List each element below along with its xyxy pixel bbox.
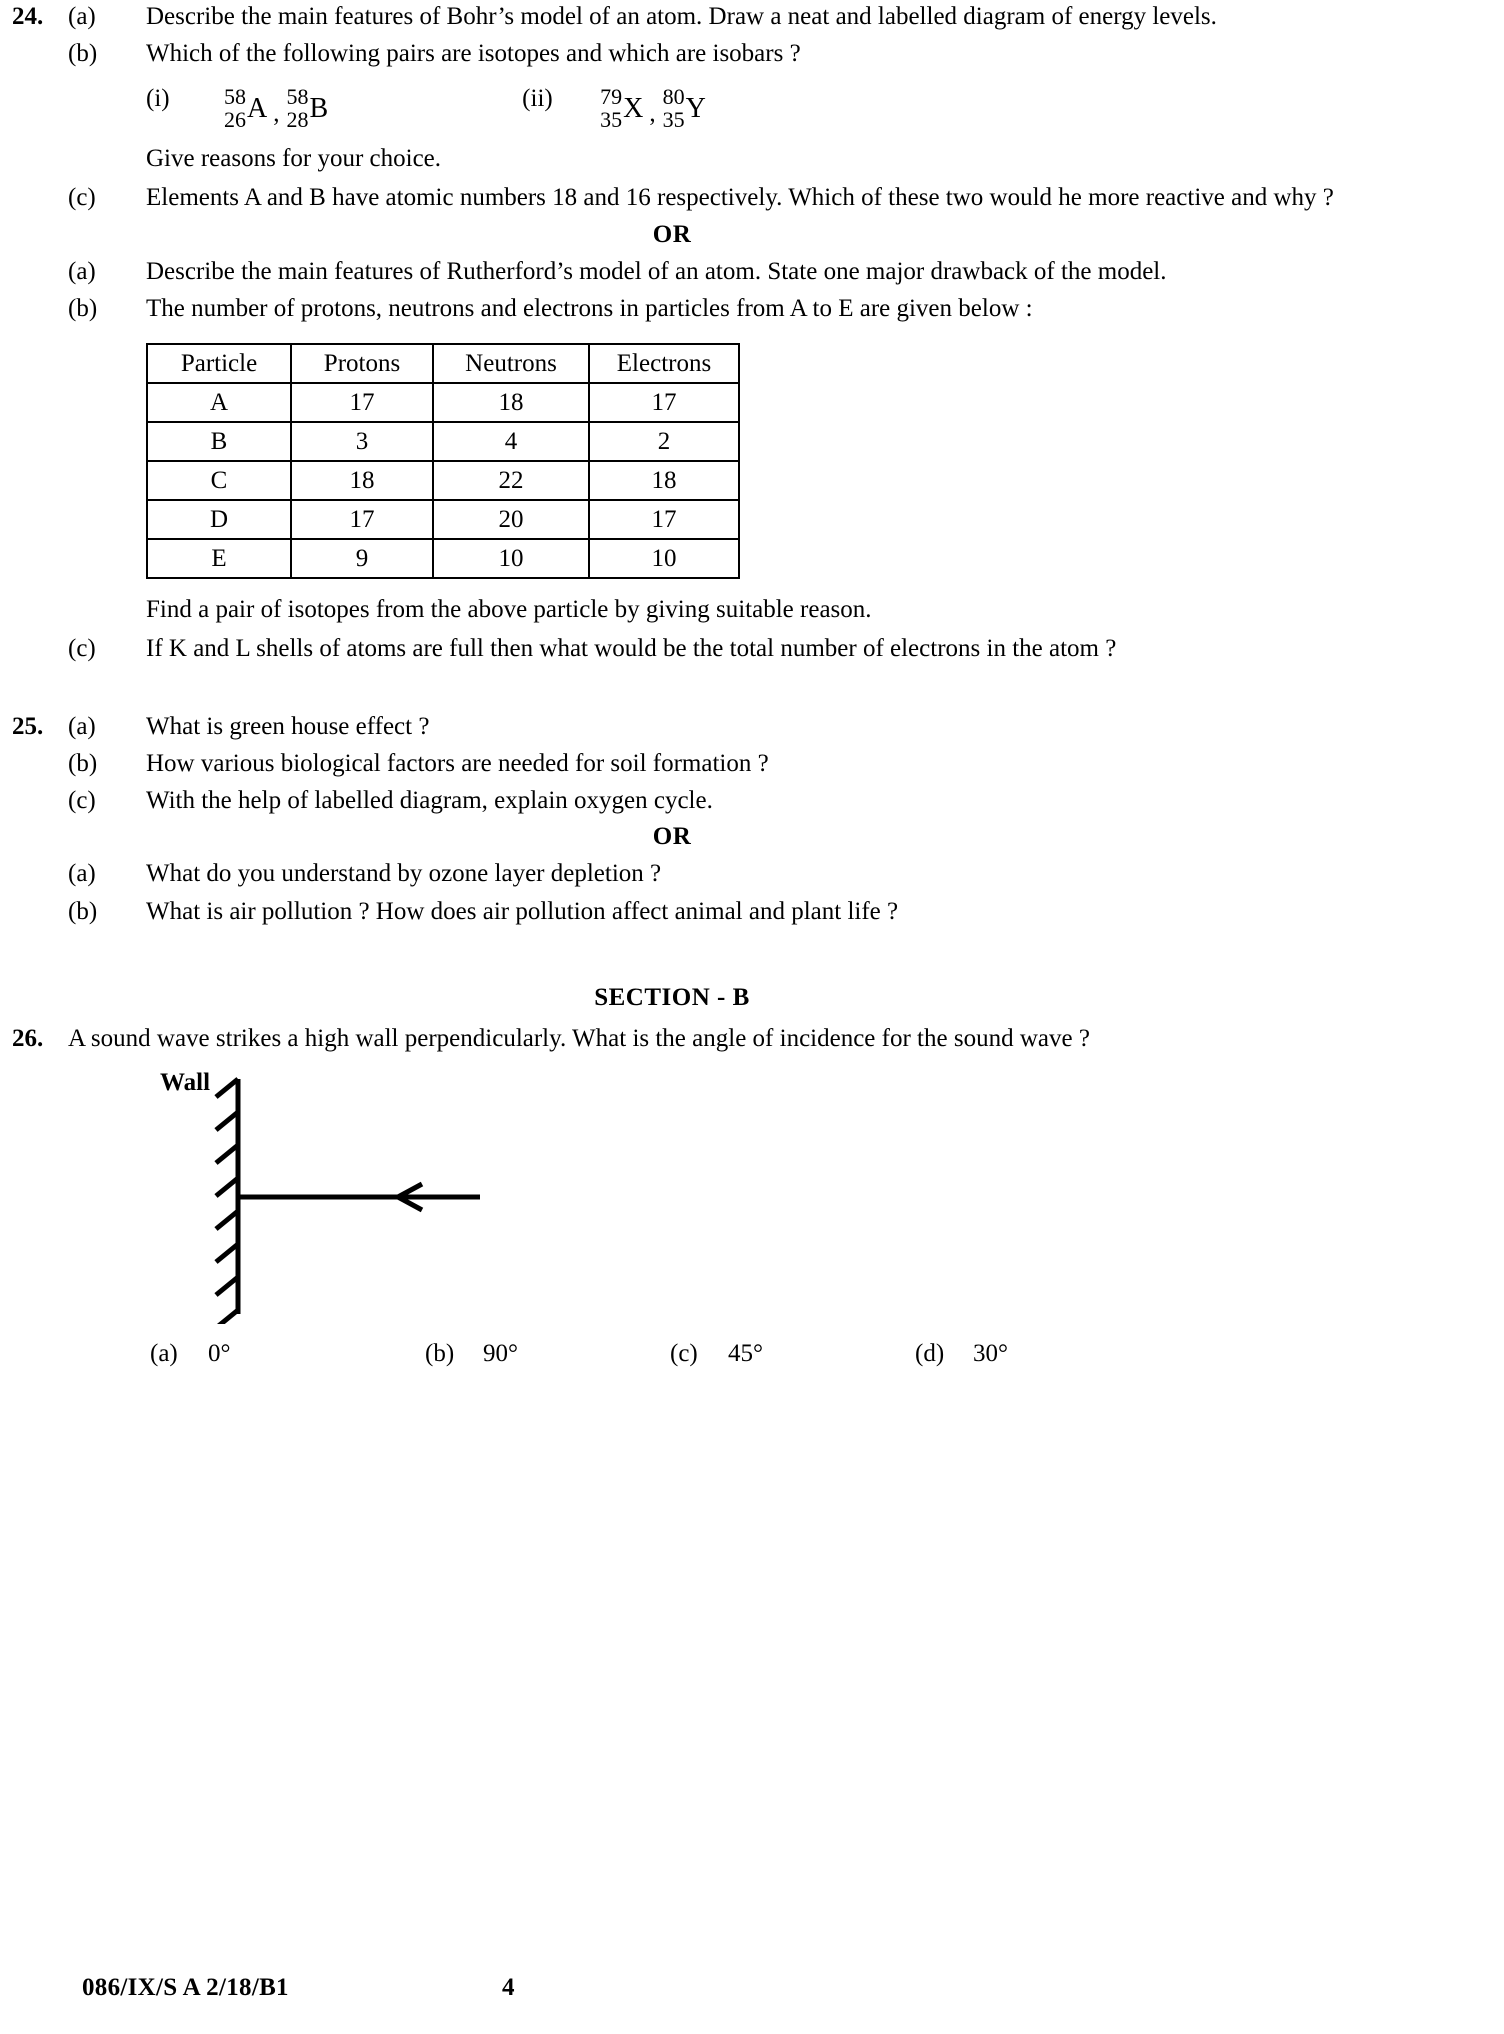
part-label-a: (a) xyxy=(68,3,96,30)
option-b-label: (b) xyxy=(425,1340,455,1367)
section-b-heading: SECTION - B xyxy=(594,983,750,1011)
option-b[interactable] xyxy=(425,1340,670,1368)
nuclide-i-1-atomic-number: 26 xyxy=(224,107,246,133)
nuclide-item-ii-label: (ii) xyxy=(522,84,553,112)
option-b-value: 90° xyxy=(483,1340,518,1367)
cell-protons: 17 xyxy=(291,383,433,422)
question-25-part-c xyxy=(0,784,1504,817)
nuclide-i-2 xyxy=(286,85,328,133)
nuclide-ii-1-symbol: X xyxy=(623,93,644,125)
cell-particle: B xyxy=(147,422,291,461)
cell-particle: C xyxy=(147,461,291,500)
question-25-part-b xyxy=(0,747,1504,780)
q25-part-b-text: How various biological factors are needed for soil formation ? xyxy=(146,749,769,777)
table-row xyxy=(147,461,739,500)
nuclide-ii-separator: , xyxy=(649,100,656,128)
nuclide-i-2-mass-number: 58 xyxy=(286,83,309,109)
cell-neutrons: 10 xyxy=(433,539,589,578)
question-25-alt-part-a xyxy=(0,857,1504,890)
nuclide-ii-2-symbol: Y xyxy=(685,93,706,125)
option-d[interactable] xyxy=(915,1340,1043,1368)
q25-alt-part-a-text: What do you understand by ozone layer depletion ? xyxy=(146,860,662,888)
cell-particle: A xyxy=(147,383,291,422)
table-header-row xyxy=(147,344,739,383)
question-25-part-a xyxy=(0,710,1504,743)
cell-protons: 17 xyxy=(291,500,433,539)
cell-electrons: 10 xyxy=(589,539,739,578)
question-24-number: 24. xyxy=(12,3,44,30)
find-isotope-pair-text: Find a pair of isotopes from the above particle by giving suitable reason. xyxy=(146,596,872,623)
paper-code: 086/IX/S A 2/18/B1 xyxy=(82,1974,289,2001)
alt-part-a-text: Describe the main features of Rutherford’s model of an atom. State one major drawback of the model. xyxy=(146,257,1167,285)
cell-neutrons: 4 xyxy=(433,422,589,461)
nuclide-ii-1 xyxy=(600,85,643,133)
nuclide-ii-2-mass-number: 80 xyxy=(662,83,685,109)
part-label-c: (c) xyxy=(68,184,96,212)
q25-part-label-a: (a) xyxy=(68,712,96,740)
q25-part-label-b: (b) xyxy=(68,749,98,777)
table-row xyxy=(147,383,739,422)
q25-part-a-text: What is green house effect ? xyxy=(146,712,430,740)
q25-alt-part-b-text: What is air pollution ? How does air pollution affect animal and plant life ? xyxy=(146,897,899,925)
wall-diagram-svg xyxy=(150,1069,570,1324)
alt-part-label-b: (b) xyxy=(68,294,98,322)
wall-hatching xyxy=(216,1079,238,1324)
question-26-options xyxy=(0,1340,1504,1368)
option-c[interactable] xyxy=(670,1340,915,1368)
wall-label: Wall xyxy=(160,1069,211,1096)
option-c-value: 45° xyxy=(728,1340,763,1367)
nuclide-ii-1-mass-number: 79 xyxy=(600,83,623,109)
question-25-alt-part-b xyxy=(0,895,1504,928)
part-b-text: Which of the following pairs are isotopes and which are isobars ? xyxy=(146,40,801,68)
nuclide-pair-ii xyxy=(600,85,710,133)
column-header-particle: Particle xyxy=(147,344,291,383)
nuclide-pairs-row xyxy=(0,85,1504,133)
question-26 xyxy=(0,1022,1504,1055)
give-reasons-text: Give reasons for your choice. xyxy=(146,145,442,172)
cell-neutrons: 20 xyxy=(433,500,589,539)
column-header-protons: Protons xyxy=(291,344,433,383)
gap-before-section-b xyxy=(0,932,1504,972)
q25-alt-part-label-a: (a) xyxy=(68,860,96,888)
nuclide-i-2-symbol: B xyxy=(309,93,329,125)
table-row xyxy=(147,539,739,578)
gap-after-q24 xyxy=(0,670,1504,710)
particles-table-wrapper xyxy=(146,343,1504,579)
cell-neutrons: 18 xyxy=(433,383,589,422)
nuclide-ii-2-atomic-number: 35 xyxy=(662,107,685,133)
question-25-number: 25. xyxy=(12,712,44,740)
option-c-label: (c) xyxy=(670,1340,698,1367)
gap-small xyxy=(0,972,1504,984)
q25-part-c-text: With the help of labelled diagram, explain oxygen cycle. xyxy=(146,787,713,814)
alt-part-b-text: The number of protons, neutrons and electrons in particles from A to E are given below : xyxy=(146,294,1033,322)
part-c-text: Elements A and B have atomic numbers 18 and 16 respectively. Which of these two would he more reactive and why ? xyxy=(146,184,1334,212)
or-divider-q25: OR xyxy=(652,823,692,851)
option-a-label: (a) xyxy=(150,1340,178,1367)
table-row xyxy=(147,422,739,461)
nuclide-i-1-symbol: A xyxy=(247,93,268,125)
question-24-part-c xyxy=(0,181,1504,214)
nuclide-i-2-atomic-number: 28 xyxy=(286,107,309,133)
cell-protons: 9 xyxy=(291,539,433,578)
nuclide-ii-1-indices xyxy=(600,85,622,133)
nuclide-pair-i xyxy=(224,85,332,133)
question-26-text: A sound wave strikes a high wall perpendicularly. What is the angle of incidence for the sound wave ? xyxy=(68,1024,1090,1052)
option-d-value: 30° xyxy=(973,1340,1008,1367)
alt-part-label-a: (a) xyxy=(68,257,96,285)
cell-protons: 3 xyxy=(291,422,433,461)
page-footer xyxy=(0,1974,1504,2002)
question-24-alt-part-c xyxy=(0,632,1504,665)
particles-table xyxy=(146,343,740,579)
nuclide-ii-2 xyxy=(663,85,706,133)
table-row xyxy=(147,500,739,539)
question-24-alt-part-b xyxy=(0,292,1504,325)
question-24-part-a xyxy=(0,0,1504,33)
part-a-text: Describe the main features of Bohr’s model of an atom. Draw a neat and labelled diagram of energy levels. xyxy=(146,3,1217,30)
nuclide-i-separator: , xyxy=(273,100,280,128)
nuclide-ii-1-atomic-number: 35 xyxy=(600,107,623,133)
column-header-electrons: Electrons xyxy=(589,344,739,383)
nuclide-i-1-mass-number: 58 xyxy=(224,83,246,109)
cell-particle: E xyxy=(147,539,291,578)
cell-electrons: 18 xyxy=(589,461,739,500)
q25-alt-part-label-b: (b) xyxy=(68,897,98,925)
wall-diagram xyxy=(150,1069,570,1324)
q25-part-label-c: (c) xyxy=(68,787,96,814)
question-26-number: 26. xyxy=(12,1024,44,1052)
option-a[interactable] xyxy=(150,1340,425,1368)
cell-electrons: 17 xyxy=(589,500,739,539)
option-d-label: (d) xyxy=(915,1340,945,1367)
alt-part-label-c: (c) xyxy=(68,635,96,663)
cell-electrons: 2 xyxy=(589,422,739,461)
or-divider-q24: OR xyxy=(652,220,692,248)
nuclide-i-1 xyxy=(224,85,267,133)
nuclide-i-2-indices xyxy=(286,85,308,133)
column-header-neutrons: Neutrons xyxy=(433,344,589,383)
cell-electrons: 17 xyxy=(589,383,739,422)
nuclide-i-1-indices xyxy=(224,85,246,133)
page-number: 4 xyxy=(502,1974,515,2001)
cell-neutrons: 22 xyxy=(433,461,589,500)
cell-particle: D xyxy=(147,500,291,539)
part-label-b: (b) xyxy=(68,40,98,68)
alt-part-c-text: If K and L shells of atoms are full then what would be the total number of electrons in the atom ? xyxy=(146,635,1117,663)
question-24-alt-part-a xyxy=(0,255,1504,288)
question-24-part-b xyxy=(0,37,1504,70)
nuclide-ii-2-indices xyxy=(663,85,685,133)
nuclide-item-i-label: (i) xyxy=(146,84,170,112)
option-a-value: 0° xyxy=(208,1340,231,1367)
cell-protons: 18 xyxy=(291,461,433,500)
